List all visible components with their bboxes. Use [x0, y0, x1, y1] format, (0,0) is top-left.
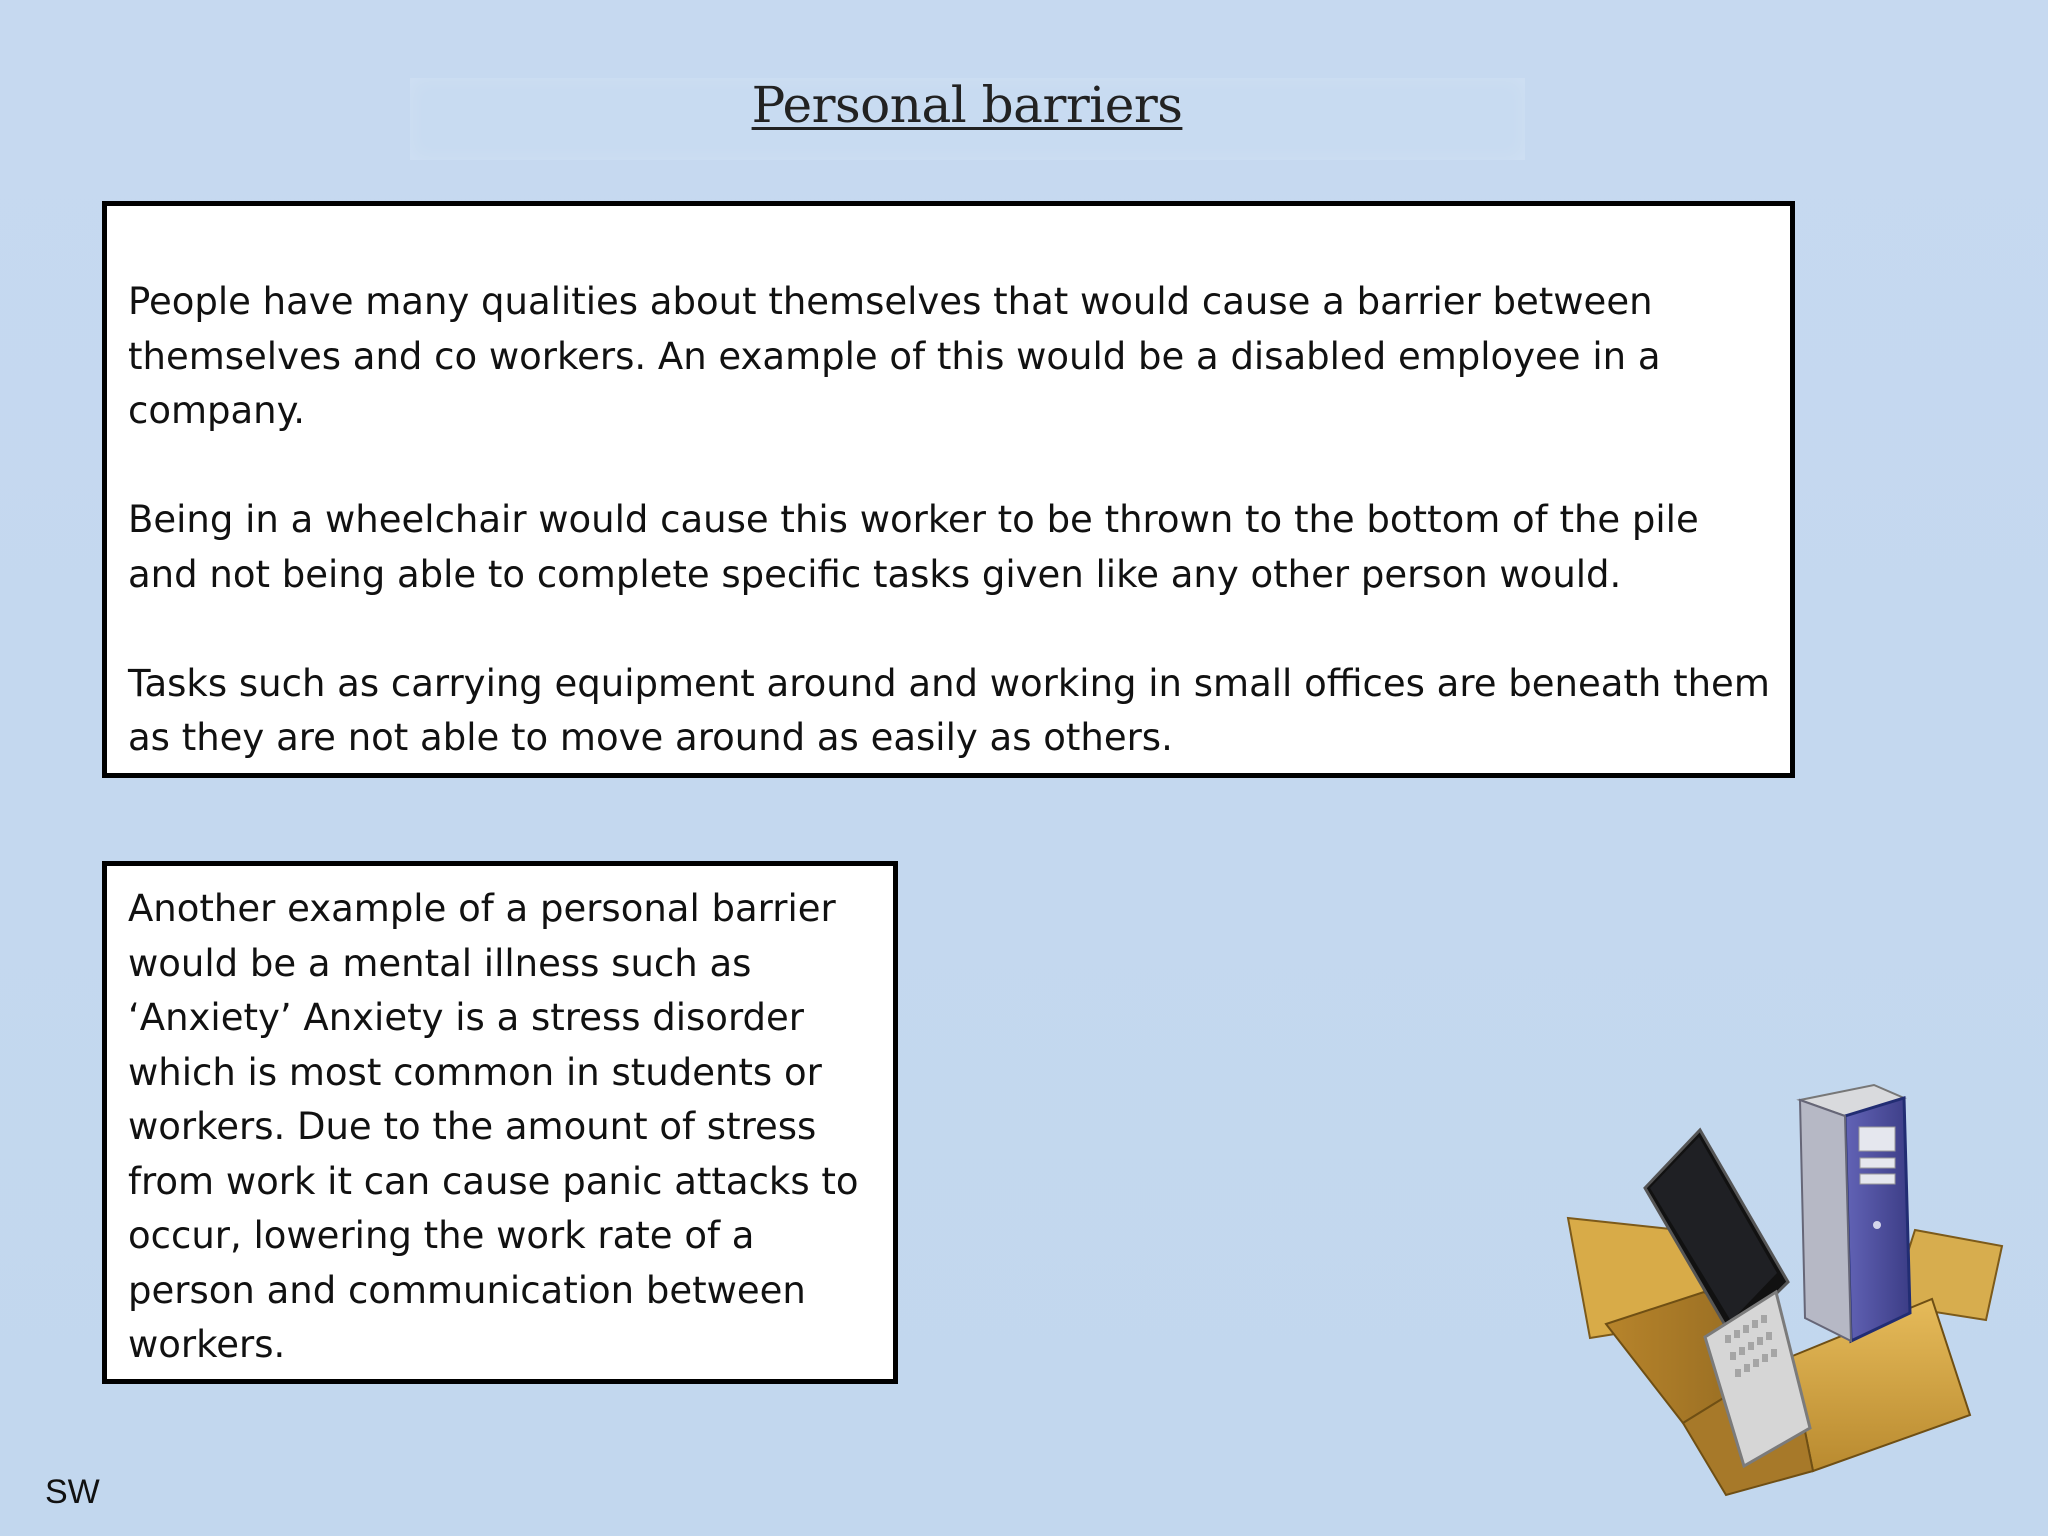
page-title: Personal barriers [751, 76, 1183, 134]
secondary-paragraph: Another example of a personal barrier would be a mental illness such as ‘Anxiety’ Anxiety is a stress disorder which is most common in students or workers. Due to the amount of stress from work it can cause panic attacks to occur, lowering the work rate of a person and communication between workers. [128, 887, 859, 1366]
main-paragraph-1: People have many qualities about themselves that would cause a barrier between themselves and co workers. An example of this would be a disabled employee in a company. [128, 280, 1661, 432]
computer-box-icon [1550, 1080, 2020, 1500]
secondary-text-box [102, 861, 898, 1384]
author-initials: SW [45, 1473, 100, 1511]
main-paragraph-2: Being in a wheelchair would cause this worker to be thrown to the bottom of the pile and not being able to complete specific tasks given like any other person would. [128, 498, 1699, 596]
main-text-box [102, 201, 1795, 778]
main-paragraph-3: Tasks such as carrying equipment around and working in small offices are beneath them as they are not able to move around as easily as others. [128, 661, 1770, 759]
